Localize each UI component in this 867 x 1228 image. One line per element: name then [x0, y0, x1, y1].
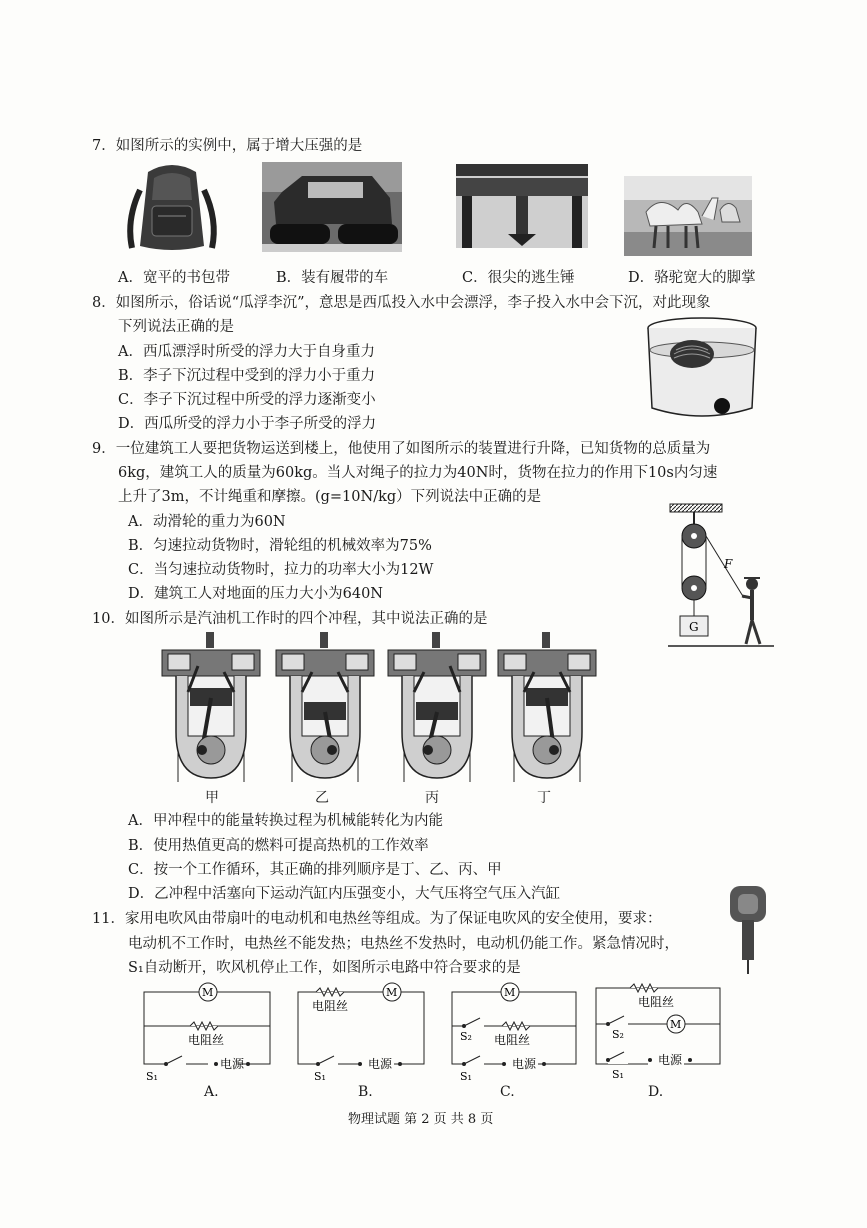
svg-text:M: M — [670, 1018, 682, 1031]
q8-stem-line1: 8．如图所示，俗话说“瓜浮李沉”，意思是西瓜投入水中会漂浮，李子投入水中会下沉，对此现象 — [92, 295, 711, 311]
q10-option-c[interactable]: C．按一个工作循环，其正确的排列顺序是丁、乙、丙、甲 — [128, 862, 502, 878]
engine-yi — [272, 632, 378, 782]
backpack-image — [118, 160, 226, 256]
q9-option-c[interactable]: C．当匀速拉动货物时，拉力的功率大小为12W — [128, 562, 434, 578]
svg-text:电阻丝: 电阻丝 — [494, 1033, 531, 1047]
q10-option-b[interactable]: B．使用热值更高的燃料可提高热机的工作效率 — [128, 838, 429, 854]
q10-option-d[interactable]: D．乙冲程中活塞向下运动汽缸内压强变小，大气压将空气压入汽缸 — [128, 886, 561, 902]
circuit-label-b[interactable]: B. — [358, 1084, 373, 1100]
q9-option-d[interactable]: D．建筑工人对地面的压力大小为640N — [128, 586, 383, 602]
q8-option-c[interactable]: C．李子下沉过程中所受的浮力逐渐变小 — [118, 392, 376, 408]
svg-text:电阻丝: 电阻丝 — [312, 999, 349, 1013]
pulley-system-figure — [664, 502, 776, 650]
tracked-vehicle-image — [262, 162, 402, 252]
q7-option-d[interactable]: D．骆驼宽大的脚掌 — [628, 270, 756, 286]
q11-stem-line2: 电动机不工作时，电热丝不能发热；电热丝不发热时，电动机仍能工作。紧急情况时， — [128, 936, 679, 952]
worker-icon — [742, 578, 760, 644]
q7-option-a[interactable]: A．宽平的书包带 — [118, 270, 230, 286]
svg-text:电阻丝: 电阻丝 — [188, 1033, 225, 1047]
page-footer: 物理试题 第 2 页 共 8 页 — [348, 1112, 494, 1127]
svg-text:电源: 电源 — [220, 1057, 245, 1071]
svg-text:S₁: S₁ — [612, 1068, 624, 1081]
q8-stem-line2: 下列说法正确的是 — [118, 319, 234, 335]
q11-stem-line1: 11．家用电吹风由带扇叶的电动机和电热丝等组成。为了保证电吹风的安全使用，要求： — [92, 911, 662, 927]
q10-option-a[interactable]: A．甲冲程中的能量转换过程为机械能转化为内能 — [128, 813, 443, 829]
q7-option-c[interactable]: C．很尖的逃生锤 — [462, 270, 575, 286]
q9-stem-line2: 6kg，建筑工人的质量为60kg。当人对绳子的拉力为40N时，货物在拉力的作用下10s内匀速 — [118, 465, 718, 481]
circuit-b[interactable] — [298, 983, 424, 1083]
q8-option-a[interactable]: A．西瓜漂浮时所受的浮力大于自身重力 — [118, 344, 375, 360]
svg-text:S₁: S₁ — [314, 1070, 326, 1083]
q8-option-b[interactable]: B．李子下沉过程中受到的浮力小于重力 — [118, 368, 376, 384]
svg-text:S₂: S₂ — [460, 1030, 472, 1043]
q11-stem-line3: S₁自动断开，吹风机停止工作，如图所示电路中符合要求的是 — [128, 960, 521, 976]
q9-option-a[interactable]: A．动滑轮的重力为60N — [128, 514, 286, 530]
water-basin-figure — [644, 314, 760, 422]
circuit-label-a[interactable]: A. — [204, 1084, 219, 1100]
svg-text:G: G — [689, 620, 699, 634]
q9-stem-line3: 上升了3m，不计绳重和摩擦。(g=10N/kg）下列说法中正确的是 — [118, 489, 542, 505]
svg-text:电源: 电源 — [658, 1053, 683, 1067]
engine-bing — [384, 632, 490, 782]
svg-text:电源: 电源 — [512, 1057, 537, 1071]
hair-dryer-icon — [726, 884, 770, 976]
stroke-label-bing: 丙 — [425, 790, 439, 806]
q9-stem-line1: 9．一位建筑工人要把货物运送到楼上，他使用了如图所示的装置进行升降，已知货物的总质量为 — [92, 441, 711, 457]
plum-icon — [714, 398, 730, 414]
circuit-options-figure — [138, 980, 758, 1086]
svg-text:M: M — [202, 986, 214, 999]
svg-text:F: F — [724, 557, 733, 571]
q7-stem: 7．如图所示的实例中，属于增大压强的是 — [92, 138, 363, 154]
circuit-label-d[interactable]: D. — [648, 1084, 664, 1100]
escape-hammer-image — [456, 164, 588, 248]
q10-stem: 10．如图所示是汽油机工作时的四个冲程，其中说法正确的是 — [92, 611, 488, 627]
svg-text:S₁: S₁ — [460, 1070, 472, 1083]
svg-text:电源: 电源 — [368, 1057, 393, 1071]
stroke-label-ding: 丁 — [537, 790, 551, 806]
stroke-label-yi: 乙 — [315, 790, 329, 806]
q9-option-b[interactable]: B．匀速拉动货物时，滑轮组的机械效率为75% — [128, 538, 432, 554]
svg-text:M: M — [386, 986, 398, 999]
engine-jia — [158, 632, 264, 782]
svg-text:电阻丝: 电阻丝 — [638, 995, 675, 1009]
circuit-d[interactable] — [596, 984, 720, 1081]
resistor-icon — [316, 988, 344, 996]
engine-ding — [494, 632, 600, 782]
q7-option-b[interactable]: B．装有履带的车 — [276, 270, 389, 286]
circuit-c[interactable] — [452, 983, 576, 1083]
circuit-a[interactable] — [144, 983, 270, 1083]
circuit-label-c[interactable]: C. — [500, 1084, 515, 1100]
resistor-icon — [502, 1022, 530, 1030]
resistor-icon — [630, 984, 658, 992]
stroke-label-jia: 甲 — [205, 790, 219, 806]
svg-text:S₁: S₁ — [146, 1070, 158, 1083]
svg-text:M: M — [504, 986, 516, 999]
watermelon-icon — [670, 340, 714, 368]
camel-image — [624, 176, 752, 256]
resistor-icon — [190, 1022, 218, 1030]
svg-text:S₂: S₂ — [612, 1028, 624, 1041]
q8-option-d[interactable]: D．西瓜所受的浮力小于李子所受的浮力 — [118, 416, 377, 432]
